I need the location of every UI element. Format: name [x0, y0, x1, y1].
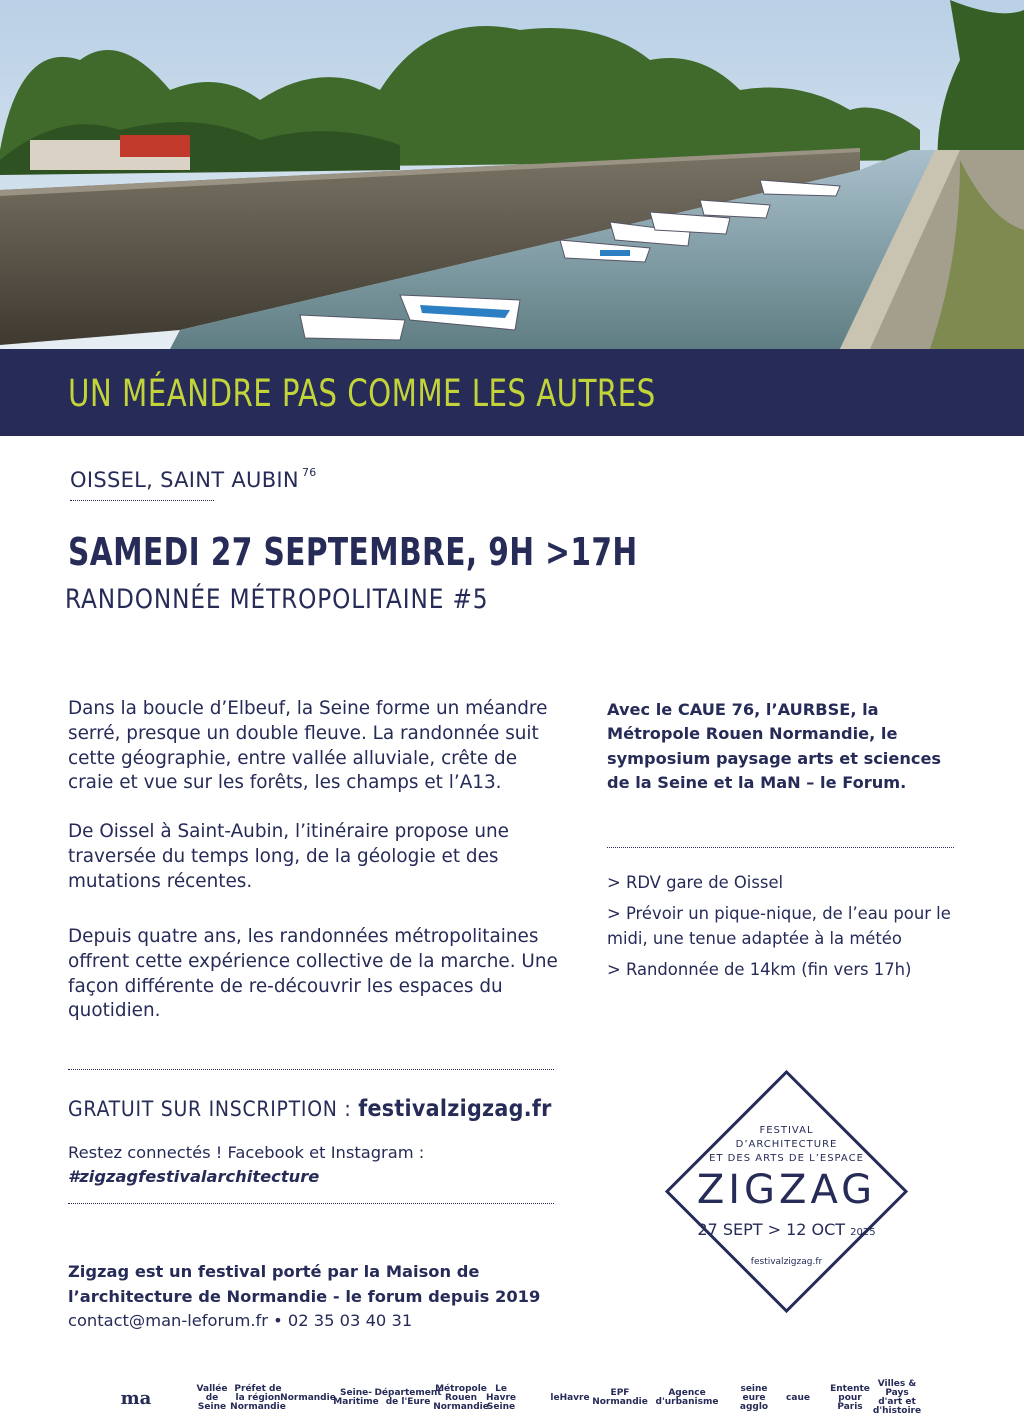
registration [68, 1096, 552, 1122]
partner-logo: caue [786, 1392, 810, 1403]
partner-logo: ma [120, 1387, 152, 1409]
logo-year: 2025 [850, 1227, 876, 1238]
partner-logo: leHavre [550, 1392, 590, 1403]
partner-logo: Le Havre Seine [486, 1383, 517, 1412]
partner-logo: Département de l'Eure [374, 1388, 442, 1407]
registration-label: GRATUIT SUR INSCRIPTION : [68, 1097, 352, 1121]
info-item: > Randonnée de 14km (fin vers 17h) [607, 960, 912, 979]
social-text: Restez connectés ! Facebook et Instagram : [68, 1143, 425, 1162]
partner-logo: Seine-Maritime [333, 1388, 379, 1407]
partner-logo: seine eure agglo [739, 1383, 769, 1412]
description-paragraph: Dans la boucle d’Elbeuf, la Seine forme un méandre serré, presque un double fleuve. La randonnée suit cette géographie, entre vallée alluviale, crête de craie et vue sur les forêts, les champs et l’A13. [68, 698, 548, 794]
logo-line: D’ARCHITECTURE [735, 1139, 838, 1150]
zigzag-festival-logo [664, 1069, 909, 1314]
event-location [70, 468, 317, 492]
description-paragraph: Depuis quatre ans, les randonnées métropolitaines offrent cette expérience collective de la marche. Une façon différente de re-découvrir les espaces du quotidien. [68, 926, 558, 1022]
footer-line: l’architecture de Normandie - le forum depuis 2019 [68, 1286, 541, 1306]
event-date: SAMEDI 27 SEPTEMBRE, 9H >17H [68, 530, 638, 574]
divider [68, 1203, 554, 1204]
partner-logo: Vallée de Seine [196, 1383, 228, 1412]
location-dept: 76 [301, 466, 317, 479]
description-paragraph: De Oissel à Saint-Aubin, l’itinéraire propose une traversée du temps long, de la géologie et des mutations récentes. [68, 821, 509, 892]
partner-logo: Entente pour Paris [830, 1383, 870, 1412]
partner-logo: Préfet de la région Normandie [230, 1383, 286, 1412]
logo-date-range: 27 SEPT > 12 OCT [697, 1220, 846, 1239]
logo-url: festivalzigzag.fr [750, 1257, 823, 1267]
partner-logos [110, 1380, 920, 1420]
registration-link[interactable]: festivalzigzag.fr [358, 1096, 552, 1122]
footer-line: Zigzag est un festival porté par la Maison de [68, 1262, 480, 1281]
info-item: > Prévoir un pique-nique, de l’eau pour le midi, une tenue adaptée à la météo [607, 904, 951, 948]
social-hashtag[interactable]: #zigzagfestivalarchitecture [68, 1167, 320, 1186]
location-name: OISSEL, SAINT AUBIN [70, 468, 299, 492]
info-item: > RDV gare de Oissel [607, 873, 784, 892]
partner-logo: Normandie [280, 1392, 336, 1403]
partner-logo: Métropole Rouen Normandie [433, 1383, 489, 1412]
contact-info[interactable]: contact@man-leforum.fr • 02 35 03 40 31 [68, 1311, 413, 1330]
partner-logo: Villes & Pays d'art et d'histoire [872, 1379, 922, 1416]
partner-logo: Agence d'urbanisme [655, 1388, 719, 1407]
logo-name: ZIGZAG [696, 1167, 877, 1213]
social-block [68, 1141, 424, 1189]
partner-logo: EPF Normandie [592, 1388, 648, 1407]
divider [607, 847, 954, 848]
footer-text [68, 1260, 540, 1334]
event-subtitle: RANDONNÉE MÉTROPOLITAINE #5 [65, 584, 489, 615]
divider [70, 500, 214, 501]
partners-text: Avec le CAUE 76, l’AURBSE, la Métropole Rouen Normandie, le symposium paysage arts et sciences de la Seine et la MaN – le Forum. [607, 700, 942, 793]
logo-line: FESTIVAL [759, 1125, 814, 1136]
divider [68, 1069, 554, 1070]
logo-line: ET DES ARTS DE L’ESPACE [709, 1153, 864, 1164]
event-theme-title: UN MÉANDRE PAS COMME LES AUTRES [68, 372, 656, 415]
hero-photo [0, 0, 1024, 349]
logo-dates [664, 1220, 909, 1239]
